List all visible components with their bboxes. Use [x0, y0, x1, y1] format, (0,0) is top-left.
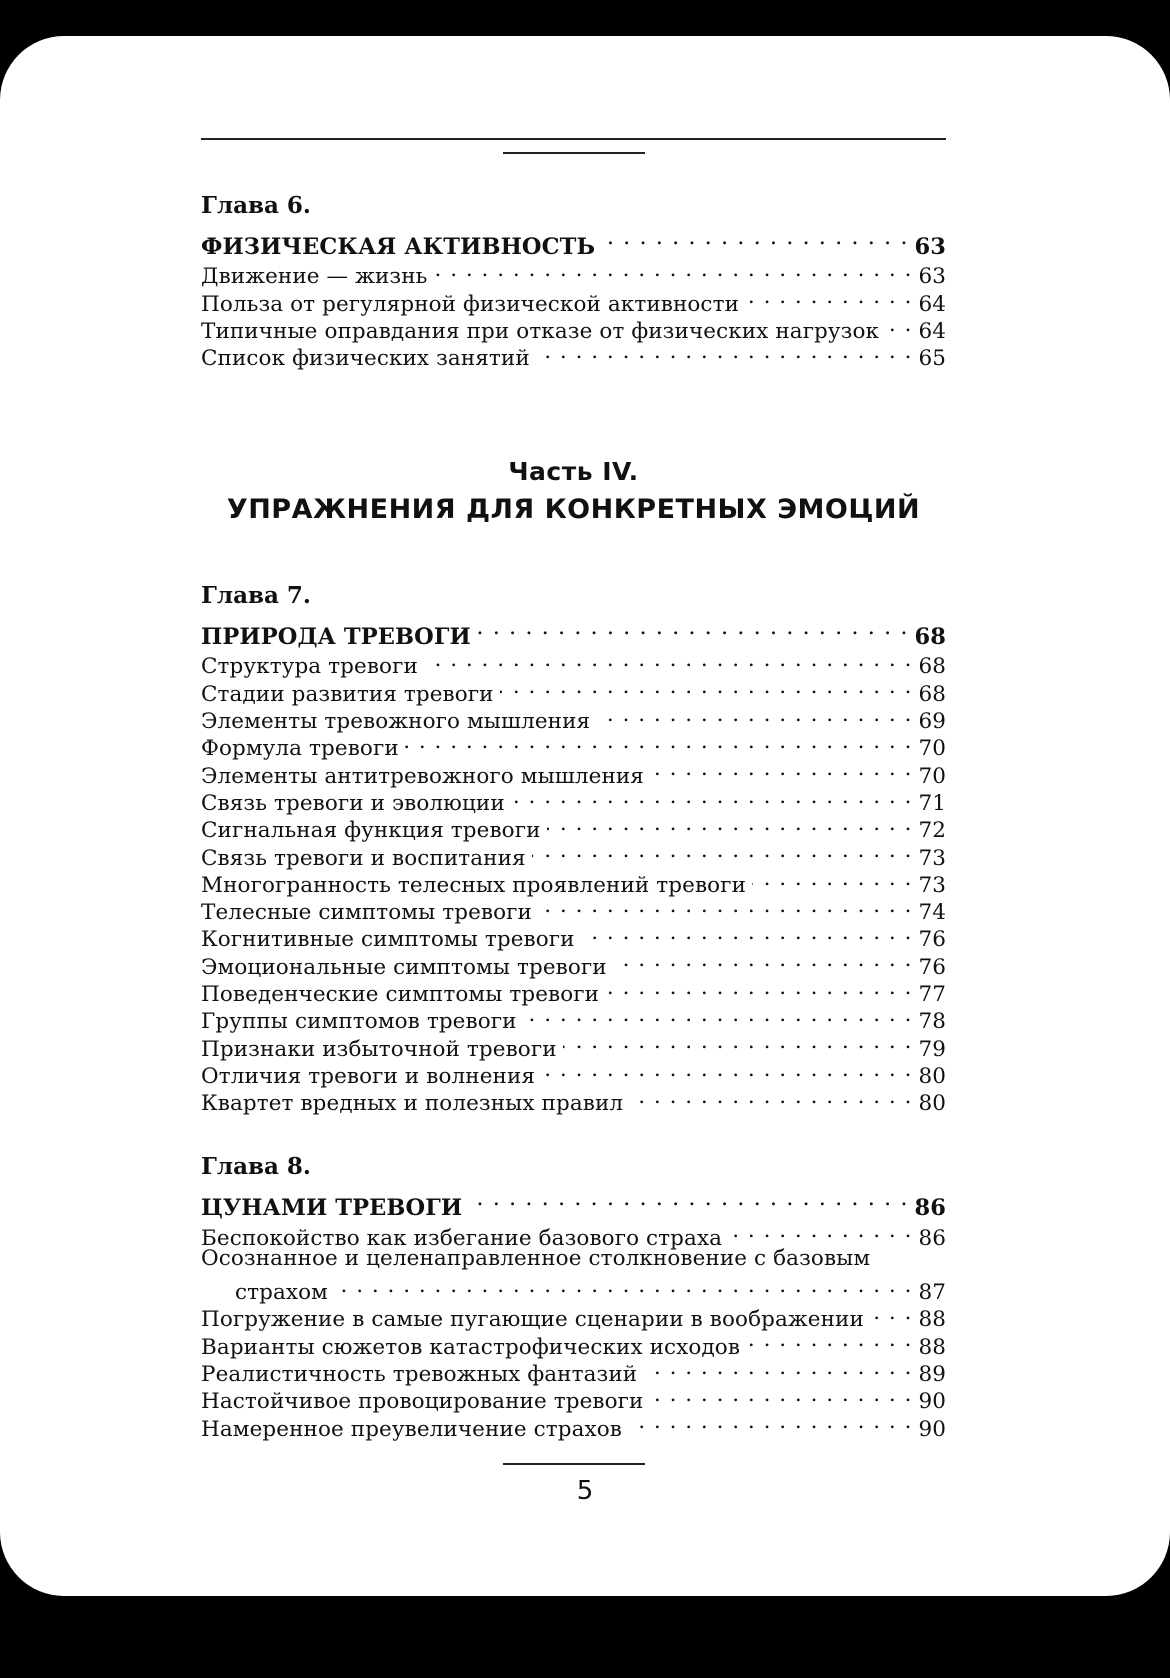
leader-dots: [870, 1299, 913, 1326]
chapter-7-label: Глава 7.: [201, 582, 311, 610]
leader-dots: [752, 865, 912, 892]
toc-page-number: 88: [918, 1334, 946, 1360]
toc-entry-title: Эмоциональные симптомы тревоги: [201, 954, 607, 980]
toc-entry-title: Погружение в самые пугающие сценарии в воображении: [201, 1307, 864, 1333]
toc-page-number: 68: [918, 681, 946, 707]
toc-page-number: 63: [914, 234, 946, 260]
leader-dots: [628, 1408, 912, 1435]
part-4-title-block: [201, 453, 946, 529]
document-page: [0, 36, 1170, 1596]
toc-entry-title: Отличия тревоги и волнения: [201, 1063, 536, 1089]
toc-heading-title: ЦУНАМИ ТРЕВОГИ: [201, 1195, 463, 1222]
toc-entry-title: Стадии развития тревоги: [201, 681, 494, 707]
toc-entry-title: Признаки избыточной тревоги: [201, 1036, 557, 1062]
toc-entry-title: Варианты сюжетов катастрофических исходов: [201, 1334, 741, 1360]
toc-entry-title: Элементы тревожного мышления: [201, 709, 591, 735]
toc-page-number: 70: [918, 736, 946, 762]
toc-page-number: 71: [918, 790, 946, 816]
toc-entry-title: Многогранность телесных проявлений тревоги: [201, 872, 746, 898]
leader-dots: [477, 611, 909, 644]
toc-page-number: 73: [918, 845, 946, 871]
chapter-6-heading[interactable]: [201, 221, 946, 260]
toc-page-number: 78: [918, 1009, 946, 1035]
toc-entry-title: Формула тревоги: [201, 736, 399, 762]
toc-entry-title: Группы симптомов тревоги: [201, 1009, 517, 1035]
toc-page-number: 69: [918, 709, 946, 735]
leader-dots: [581, 919, 913, 946]
leader-dots: [424, 646, 913, 673]
leader-dots: [728, 1217, 912, 1244]
toc-entry-title: Квартет вредных и полезных правил: [201, 1091, 624, 1117]
leader-dots: [746, 1326, 912, 1353]
toc-heading-title: ФИЗИЧЕСКАЯ АКТИВНОСТЬ: [201, 234, 596, 260]
toc-page-number: 79: [918, 1036, 946, 1062]
toc-entry-title: Движение — жизнь: [201, 264, 428, 290]
toc-entry-continuation[interactable]: [201, 1272, 946, 1306]
toc-entry-title-continuation: страхом: [235, 1280, 329, 1306]
toc-entry-first-line[interactable]: [201, 1245, 946, 1272]
toc-entry-title: Телесные симптомы тревоги: [201, 900, 532, 926]
leader-dots: [468, 1182, 908, 1215]
toc-entry-title: Элементы антитревожного мышления: [201, 763, 644, 789]
leader-dots: [605, 974, 912, 1001]
leader-dots: [334, 1272, 912, 1299]
chapter-6-label: Глава 6.: [201, 192, 311, 219]
toc-page-number: 64: [918, 291, 946, 317]
toc-entry-title: Когнитивные симптомы тревоги: [201, 927, 575, 953]
toc-page-number: 77: [918, 982, 946, 1008]
toc-page-number: 64: [918, 318, 946, 344]
leader-dots: [538, 892, 912, 919]
leader-dots: [500, 673, 913, 700]
toc-page-number: 86: [918, 1225, 946, 1251]
leader-dots: [596, 701, 912, 728]
toc-page-number: 76: [918, 954, 946, 980]
leader-dots: [405, 728, 913, 755]
leader-dots: [745, 283, 912, 310]
toc-page-number: 86: [914, 1195, 946, 1222]
chapter-7-heading[interactable]: [201, 611, 946, 651]
toc-page-number: 68: [914, 624, 946, 651]
part-title: УПРАЖНЕНИЯ ДЛЯ КОНКРЕТНЫХ ЭМОЦИЙ: [226, 494, 921, 526]
toc-page-number: 72: [918, 818, 946, 844]
page-number: 5: [576, 1476, 594, 1506]
toc-entry-title: Типичные оправдания при отказе от физических нагрузок: [201, 318, 880, 344]
toc-entry-title: Осознанное и целенаправленное столкновение с базовым: [201, 1245, 871, 1271]
toc-page-number: 89: [918, 1362, 946, 1388]
toc-page-number: 80: [918, 1091, 946, 1117]
part-label: Часть IV.: [508, 457, 639, 487]
leader-dots: [613, 946, 913, 973]
leader-dots: [649, 1381, 912, 1408]
toc-entry-title: Поведенческие симптомы тревоги: [201, 982, 600, 1008]
toc-page-number: 63: [918, 264, 946, 290]
leader-dots: [650, 755, 912, 782]
toc-page-number: 70: [918, 763, 946, 789]
header-short-rule: [503, 152, 645, 154]
toc-entry-title: Реалистичность тревожных фантазий: [201, 1362, 638, 1388]
toc-entry-title: Связь тревоги и воспитания: [201, 845, 526, 871]
leader-dots: [629, 1083, 912, 1110]
header-rule: [201, 138, 946, 140]
toc-page-number: 68: [918, 654, 946, 680]
leader-dots: [643, 1354, 912, 1381]
leader-dots: [547, 810, 913, 837]
toc-entry-title: Настойчивое провоцирование тревоги: [201, 1389, 644, 1415]
toc-page-number: 73: [918, 872, 946, 898]
leader-dots: [532, 837, 913, 864]
leader-dots: [601, 221, 908, 254]
leader-dots: [563, 1028, 913, 1055]
leader-dots: [536, 338, 913, 365]
footer-short-rule: [503, 1463, 645, 1465]
toc-content: [201, 191, 946, 1442]
toc-entry-title: Связь тревоги и эволюции: [201, 790, 505, 816]
toc-page-number: 80: [918, 1063, 946, 1089]
chapter-8-heading[interactable]: [201, 1182, 946, 1222]
toc-page-number: 65: [918, 346, 946, 372]
toc-page-number: 87: [918, 1280, 946, 1306]
toc-page-number: 88: [918, 1307, 946, 1333]
toc-entry-title: Беспокойство как избегание базового страха: [201, 1225, 723, 1251]
leader-dots: [541, 1056, 912, 1083]
toc-entry-title: Намеренное преувеличение страхов: [201, 1416, 622, 1442]
toc-entry-title: Список физических занятий: [201, 346, 530, 372]
toc-page-number: 74: [918, 900, 946, 926]
toc-entry-title: Структура тревоги: [201, 654, 418, 680]
toc-heading-title: ПРИРОДА ТРЕВОГИ: [201, 624, 471, 651]
toc-entry-title: Польза от регулярной физической активности: [201, 291, 739, 317]
leader-dots: [885, 311, 912, 338]
toc-page-number: 76: [918, 927, 946, 953]
leader-dots: [511, 783, 913, 810]
leader-dots: [523, 1001, 913, 1028]
toc-page-number: 90: [918, 1389, 946, 1415]
leader-dots: [433, 256, 912, 283]
toc-page-number: 90: [918, 1416, 946, 1442]
toc-entry-title: Сигнальная функция тревоги: [201, 818, 541, 844]
chapter-8-label: Глава 8.: [201, 1153, 311, 1181]
